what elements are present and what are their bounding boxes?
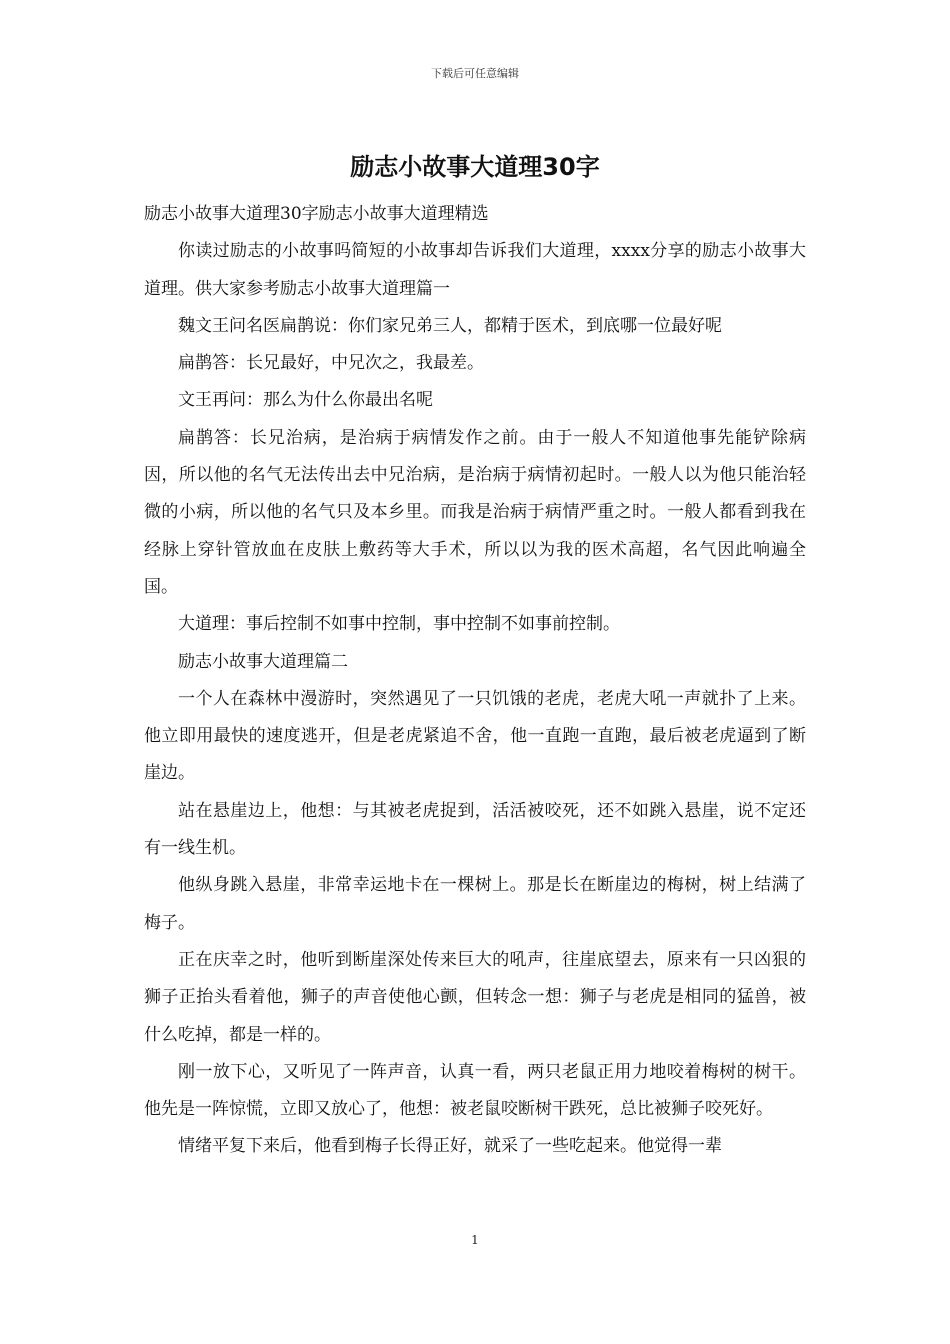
- paragraph: 站在悬崖边上，他想：与其被老虎捉到，活活被咬死，还不如跳入悬崖，说不定还有一线生机。: [144, 800, 806, 859]
- paragraph: 扁鹊答：长兄最好，中兄次之，我最差。: [178, 353, 484, 374]
- paragraph-subtitle: 励志小故事大道理30字励志小故事大道理精选: [144, 204, 489, 224]
- paragraph: 大道理：事后控制不如事中控制，事中控制不如事前控制。: [178, 614, 620, 635]
- document-title: 励志小故事大道理30字: [350, 153, 600, 181]
- paragraph: 一个人在森林中漫游时，突然遇见了一只饥饿的老虎，老虎大吼一声就扑了上来。他立即用最快的速度逃开，但是老虎紧追不舍，他一直跑一直跑，最后被老虎逼到了断崖边。: [144, 688, 806, 784]
- paragraph: 文王再问：那么为什么你最出名呢: [178, 390, 433, 411]
- document-body: [144, 196, 806, 1166]
- paragraph: 正在庆幸之时，他听到断崖深处传来巨大的吼声，往崖底望去，原来有一只凶狠的狮子正抬头看着他，狮子的声音使他心颤，但转念一想：狮子与老虎是相同的猛兽，被什么吃掉，都是一样的。: [144, 949, 806, 1045]
- page-number: 1: [471, 1233, 479, 1247]
- paragraph: 你读过励志的小故事吗简短的小故事却告诉我们大道理，xxxx分享的励志小故事大道理。供大家参考励志小故事大道理篇一: [144, 241, 806, 299]
- paragraph: 扁鹊答：长兄治病，是治病于病情发作之前。由于一般人不知道他事先能铲除病因，所以他的名气无法传出去中兄治病，是治病于病情初起时。一般人以为他只能治轻微的小病，所以他的名气只及本乡里。而我是治病于病情严重之时。一般人都看到我在经脉上穿针管放血在皮肤上敷药等大手术，所以以为我的医术高超，名气因此响遍全国。: [144, 427, 806, 597]
- paragraph: 魏文王问名医扁鹊说：你们家兄弟三人，都精于医术，到底哪一位最好呢: [178, 315, 722, 336]
- paragraph: 刚一放下心，又听见了一阵声音，认真一看，两只老鼠正用力地咬着梅树的树干。他先是一阵惊慌，立即又放心了，他想：被老鼠咬断树干跌死，总比被狮子咬死好。: [144, 1061, 806, 1120]
- page-header-note: 下载后可任意编辑: [431, 67, 519, 80]
- paragraph: 他纵身跳入悬崖，非常幸运地卡在一棵树上。那是长在断崖边的梅树，树上结满了梅子。: [144, 875, 806, 933]
- paragraph: 情绪平复下来后，他看到梅子长得正好，就采了一些吃起来。他觉得一辈: [178, 1136, 722, 1157]
- paragraph-section-heading: 励志小故事大道理篇二: [178, 651, 348, 672]
